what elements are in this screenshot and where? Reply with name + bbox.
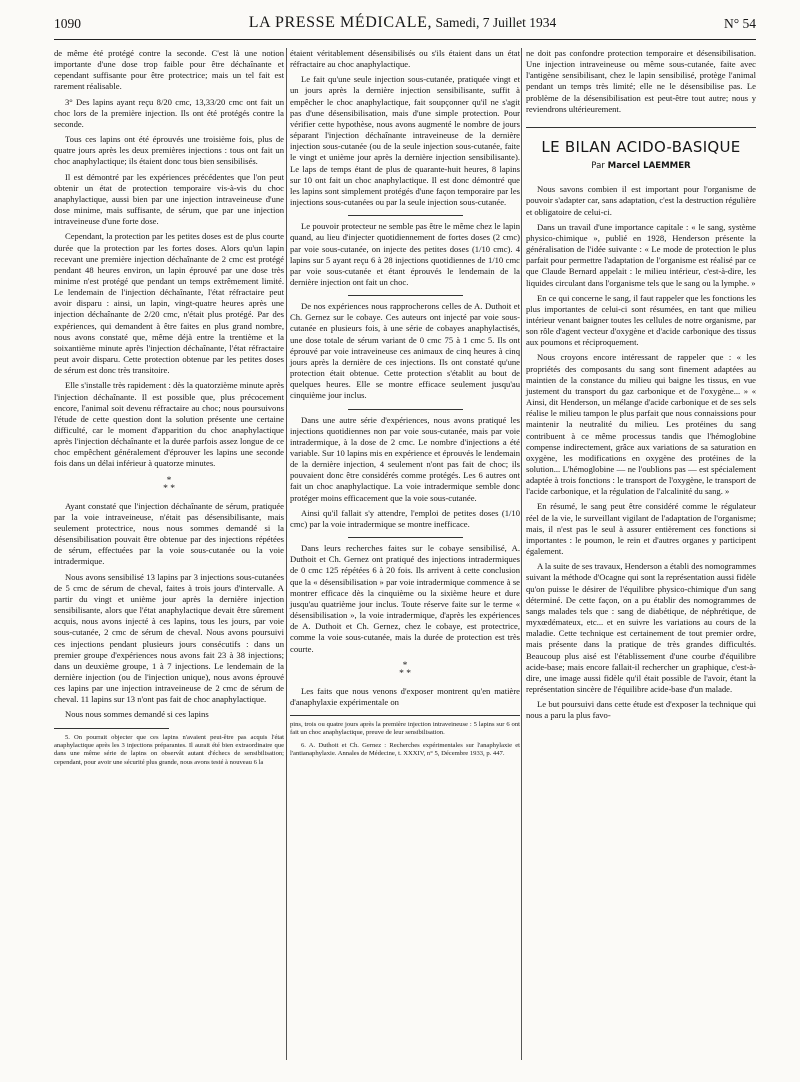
article-title: LE BILAN ACIDO-BASIQUE: [541, 137, 741, 156]
paragraph: Les faits que nous venons d'exposer montrent qu'en matière d'anaphylaxie expérimentale on: [290, 685, 520, 707]
paragraph: Nous avons sensibilisé 13 lapins par 3 injections sous-cutanées de 5 cmc de sérum de cheval, faites à trois jours d'intervalle. A partir du vingt et unième jour après la dernière injection sensibilisante, alors que l'état anaphylactique devait être sûrement acquis, nous avons injecté à ces lapins, tous les jours, par voie sous-cutanée, 2 cmc de sérum de cheval. Nous avons poursuivi ces injections pendant plusieurs jours consécutifs : dans un premier groupe d'expériences nous avons fait 23 à 38 injections; dans un deuxième groupe, 1 à 7 injections. Le lendemain de la dernière injection (ou de l'injection unique), nous avons éprouvé ces lapins par une injection intraveineuse de 2 cmc de sérum de cheval. 11 lapins sur 13 n'ont pas fait de choc anaphylactique.: [54, 571, 284, 705]
paragraph: étaient véritablement désensibilisés ou s'ils étaient dans un état réfractaire au choc anaphylactique.: [290, 48, 520, 70]
footnote-6: 6. A. Duthoit et Ch. Gernez : Recherches expérimentales sur l'anaphylaxie et l'antianaphylaxie. Annales de Médecine, t. XXXIV, n° 5, Décembre 1933, p. 447.: [290, 741, 520, 758]
byline-par: Par: [591, 161, 605, 172]
paragraph: Dans une autre série d'expériences, nous avons pratiqué les injections quotidiennes non par voie sous-cutanée, mais par voie intradermique, à la dose de 2 cmc. Le nombre d'injections a été variable. Sur 10 lapins mis en expérience et éprouvés le lendemain de la dernière injection, 4 seulement n'ont pas fait de choc; ils pouvaient donc être considérés comme protégés. Les 6 autres ont fait un choc anaphylactique. La voie intradermique semble donc protéger moins efficacement que la voie sous-cutanée.: [290, 414, 520, 503]
divider: [348, 409, 463, 410]
previous-article-end: [526, 48, 756, 128]
divider: [348, 295, 463, 296]
page-header: [54, 10, 756, 32]
paragraph: Le but poursuivi dans cette étude est d'exposer la technique qui nous a paru la plus favo-: [526, 699, 756, 721]
paragraph: En ce qui concerne le sang, il faut rappeler que les fonctions les plus importantes de celui-ci sont résumées, en tant que milieu intérieur venant baigner toutes les cellules de notre organisme, par son rôle d'agent vecteur d'oxygène et d'acide carbonique des tissus aux poumons et réciproquement.: [526, 292, 756, 348]
paragraph: Elle s'installe très rapidement : dès la quatorzième minute après l'injection déchaînante. Il est possible que, plus précocement encore, l'animal soit devenu réfractaire au choc; nous poursuivons l'étude de cette question dont la solution présente une certaine difficulté, car le moment d'apparition du choc anaphylactique après l'injection déchaînante et la durée parfois assez longue de ce choc empêchent généralement d'éprouver les lapins une seconde fois dans un délai inférieur à quatorze minutes.: [54, 380, 284, 469]
column-divider-1: [286, 48, 287, 1060]
paragraph: 3° Des lapins ayant reçu 8/20 cmc, 13,33/20 cmc ont fait un choc lors de la première injection. Ils ont été protégés contre la seconde.: [54, 96, 284, 129]
paragraph: Nous nous sommes demandé si ces lapins: [65, 709, 209, 720]
divider: [348, 215, 463, 216]
paragraph: Le fait qu'une seule injection sous-cutanée, pratiquée vingt et un jours après la dernière injection sensibilisante, suffit à empêcher le choc anaphylactique, fait soupçonner qu'il ne s'agit pas d'une désensibilisation, mais d'une simple protection. Pour vérifier cette hypothèse, nous avons augmenté le nombre de jours séparant l'injection déchaînante intraveineuse de la dernière injection sous-cutanée (ou de la seule injection sous-cutanée, faite le vingt et unième jour après la dernière injection sensibilisante). Le laps de temps étant de plus de quarante-huit heures, 8 lapins sur 10 ont fait un choc anaphylactique. Il est donc démontré que les lapins sont simplement protégés d'une façon temporaire par les injections sous-cutanées ou par la seule injection sous-cutanée.: [290, 74, 520, 208]
column-3: [526, 48, 756, 725]
paragraph: Ayant constaté que l'injection déchaînante de sérum, pratiquée par la voie intraveineuse, n'était pas désensibilisante, mais seulement protectrice, nous nous sommes demandé si la désensibilisation pouvait être obtenue par des injections répétées de sérum, effectuées par la voie sous-cutanée ou la voie intradermique.: [54, 500, 284, 567]
paragraph: En résumé, le sang peut être considéré comme le régulateur réel de la vie, le surveillant vigilant de l'adaptation de l'organisme; mais, il n'est pas le seul à assurer entièrement ces fonctions si importantes : le poumon, le rein et d'autres organes y participent également.: [526, 501, 756, 557]
journal-title: LA PRESSE MÉDICALE,: [248, 14, 433, 31]
article-byline: [526, 161, 756, 172]
journal-line: [249, 14, 557, 32]
header-rule: [54, 39, 756, 40]
issue-date: Samedi, 7 Juillet 1934: [435, 15, 557, 30]
footnote-rule: [54, 728, 169, 729]
page-number: 1090: [54, 16, 81, 31]
paragraph: Ainsi qu'il fallait s'y attendre, l'emploi de petites doses (1/10 cmc) par la voie intradermique se montre inefficace.: [290, 507, 520, 529]
paragraph: Tous ces lapins ont été éprouvés une troisième fois, plus de quatre jours après les deux premières injections : tous ont fait un choc anaphylactique; ils étaient donc tous bien sensibilisés.: [54, 134, 284, 167]
column-divider-2: [521, 48, 522, 1060]
paragraph: De nos expériences nous rapprocherons celles de A. Duthoit et Ch. Gernez sur le cobaye. Ces auteurs ont injecté par voie sous-cutanée en plusieurs fois, à une série de cobayes anaphylactisés, une dose totale de sérum variant de 0 cmc 75 à 1 cmc 5. Ils ont éprouvé par voie intraveineuse ces animaux de cinq heures à cinq jours après la dernière de ces injections. Ils ont constaté qu'une protection était obtenue. Cette protection s'établit au bout de quelques heures. Elle se montre efficace seulement jusqu'au cinquième jour inclus.: [290, 301, 520, 401]
column-2: [290, 48, 520, 763]
issue-number: N° 54: [723, 16, 756, 31]
footnote-rule: [290, 715, 520, 716]
paragraph: de même été protégé contre la seconde. C'est là une notion importante d'une dose trop faible pour être déchaînante et cependant suffisante pour être protectrice; mais un tel fait est rarement réalisable.: [54, 48, 284, 92]
paragraph: Nous croyons encore intéressant de rappeler que : « les propriétés des composants du sang sont finement adaptées au maintien de la constance du milieu qui baigne les tissus, en vue justement du transport du gaz carbonique et de l'oxygène... » « Ainsi, dit Henderson, un mélange d'acide carbonique et de ses sels réalise le milieu tampon le plus parfait que nous connaissions pour maintenir la neutralité du milieu. Les protéines du sang contribuent à ce même processus tandis que l'hémoglobine compense indirectement, grâce aux variations de sa saturation en oxygène, les modifications en oxygène des protéines de la solution... L'hémoglobine — ne l'oublions pas — est spécialement adaptée à trois fonctions : le transport de l'oxygène, le transport de l'acide carbonique, et la régulation de l'alcalinité du sang. »: [526, 352, 756, 497]
section-break-stars: * * *: [399, 660, 411, 679]
paragraph: Il est démontré par les expériences précédentes que l'on peut obtenir un état de protection temporaire vis-à-vis du choc anaphylactique, aussi bien par une injection intraveineuse d'une dose minime, mais suffisante, de sérum, que par une injection intraveineuse d'une forte dose.: [54, 171, 284, 227]
paragraph: Nous savons combien il est important pour l'organisme de pouvoir s'adapter car, sans adaptation, c'est la destruction régulière et obligatoire de celui-ci.: [526, 184, 756, 217]
paragraph: Dans un travail d'une importance capitale : « le sang, système physico-chimique », publié en 1928, Henderson présente la généralisation de l'idée suivante : « Le mode de protection le plus parfait pour permettre l'adaptation de l'organisme est réalisé par ce que Claude Bernard appelait : le milieu intérieur, c'est-à-dire, les liquides circulant dans l'organisme tels que le sang ou la lymphe. »: [526, 221, 756, 288]
paragraph: ne doit pas confondre protection temporaire et désensibilisation. Une injection intraveineuse ou même sous-cutanée, faite avec l'antigène sensibilisant, chez le lapin sensibilisé, protège l'animal pendant un temps très limité; elle ne le désensibilise pas. Le problème de la désensibilisation est peut-être tout autre; nous y reviendrons ultérieurement.: [526, 48, 756, 114]
section-break-stars: * * *: [163, 475, 175, 494]
paragraph: Cependant, la protection par les petites doses est de plus courte durée que la protection par les fortes doses. Alors qu'un lapin recevant une première injection déchaînante de 2 cmc est protégé pendant 48 heures environ, un lapin éprouvé par une dose très minime n'est protégé que pendant un temps extrêmement limité. Le lendemain de l'injection déchaînante, l'état réfractaire peut avoir disparu : ainsi, un lapin, vingt-quatre heures après une injection déchaînante de 2/20 cmc, n'était plus protégé. Par des expériences, qui demandent à être faites en plus grand nombre, nous avons constaté que, même déjà entre la trentième et la soixantième minute après l'injection déchaînante, l'état réfractaire peut avoir disparu. Cette protection obtenue par les petites doses de sérum est donc très transitoire.: [54, 231, 284, 376]
paragraph: Dans leurs recherches faites sur le cobaye sensibilisé, A. Duthoit et Ch. Gernez ont pratiqué des injections intradermiques de 0 cmc 125 répétées 6 à 20 fois. Ils arrivent à cette conclusion que la « désensibilisation » par voie intradermique commence à se montrer efficace dès la cinquième ou la sixième heure et dure jusqu'au quatrième jour inclus. Toute réserve faite sur le terme « désensibilisation », la voie intradermique, d'après les expériences de A. Duthoit et Ch. Gernez, chez le cobaye, est protectrice, comme la voie sous-cutanée, mais la durée de protection est très courte.: [290, 543, 520, 654]
paragraph: Le pouvoir protecteur ne semble pas être le même chez le lapin quand, au lieu d'injecter quotidiennement de fortes doses (2 cmc) par voie sous-cutanée, on injecte des petites doses (1/10 cmc). 4 lapins sur 5 ayant reçu 6 à 28 injections quotidiennes de 1/10 cmc par voie sous-cutanée et étant éprouvés le lendemain de la dernière injection ont fait un choc.: [290, 221, 520, 287]
divider: [348, 537, 463, 538]
footnote-5: 5. On pourrait objecter que ces lapins n'avaient peut-être pas acquis l'état anaphylactique après les 3 injections préparantes. Il aurait été bien extraordinaire que dans une même série de lapins on observât autant d'échecs de sensibilisation; cependant, pour avoir une sécurité plus grande, nous avons testé à nouveau 6 la: [54, 733, 284, 766]
paragraph: A la suite de ses travaux, Henderson a établi des nomogrammes suivant la méthode d'Ocagne qui sont la représentation aussi fidèle qu'on puisse le désirer de l'équilibre physico-chimique d'un sang déterminé. De cette façon, on a pu établir des nomogrammes de sangs malades tels que : sang de diabétique, de néphrétique, de myxœdémateux, etc... et en suivre les variations au cours de la maladie. Cette technique est certainement de tout premier ordre, mais présente dans la pratique de très grandes difficultés. Beaucoup plus aisé est l'établissement d'une courbe d'équilibre acide-base; mais encore fallait-il rechercher un graphique, c'est-à-dire, une image aussi fidèle qu'il était possible de l'avoir, étant la représentation sincère de l'équilibre acide-base d'un malade.: [526, 561, 756, 694]
footnote-continued: pins, trois ou quatre jours après la première injection intraveineuse : 5 lapins sur 6 ont fait un choc anaphylactique, preuve de leur sensibilisation.: [290, 720, 520, 737]
byline-author: Marcel LAEMMER: [607, 161, 691, 172]
column-1: [54, 48, 284, 771]
